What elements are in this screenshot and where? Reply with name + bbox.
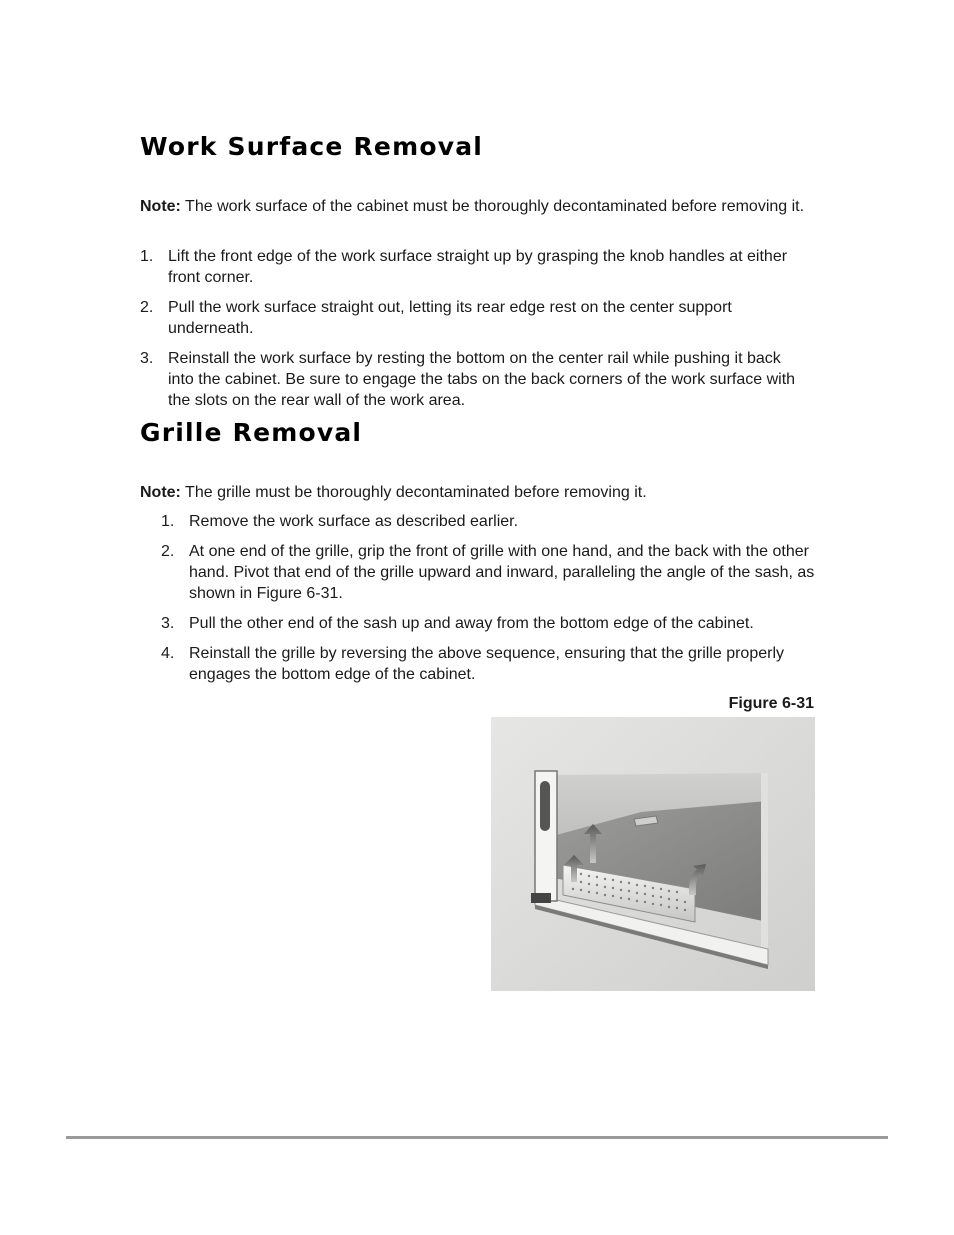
cabinet-grille-image bbox=[491, 717, 815, 991]
list-item bbox=[161, 613, 831, 634]
list-item bbox=[140, 297, 810, 339]
list-item bbox=[161, 643, 831, 685]
step-number: 3. bbox=[161, 615, 175, 632]
section-title-work-surface-removal: Work Surface Removal bbox=[140, 132, 484, 161]
step-text: At one end of the grille, grip the front of grille with one hand, and the back with the other hand. Pivot that end of the grille upward and inward, paralleling the angle of the sash, as shown in Figure 6-31. bbox=[189, 543, 815, 602]
step-text: Pull the work surface straight out, letting its rear edge rest on the center support underneath. bbox=[168, 299, 732, 337]
note-label: Note: bbox=[140, 484, 181, 501]
step-number: 1. bbox=[140, 248, 154, 265]
note-text: The work surface of the cabinet must be thoroughly decontaminated before removing it. bbox=[180, 198, 805, 215]
step-text: Remove the work surface as described earlier. bbox=[189, 513, 519, 530]
grille-steps bbox=[161, 511, 831, 694]
step-text: Pull the other end of the sash up and away from the bottom edge of the cabinet. bbox=[189, 615, 754, 632]
footer-divider bbox=[66, 1136, 888, 1139]
note-work-surface bbox=[140, 196, 820, 217]
figure-label: Figure 6-31 bbox=[728, 695, 814, 712]
grille-removal-illustration bbox=[491, 717, 815, 991]
step-number: 2. bbox=[140, 299, 154, 316]
step-number: 2. bbox=[161, 543, 175, 560]
work-surface-steps bbox=[140, 246, 810, 420]
list-item bbox=[140, 246, 810, 288]
note-label: Note: bbox=[140, 198, 181, 215]
step-text: Lift the front edge of the work surface straight up by grasping the knob handles at either front corner. bbox=[168, 248, 788, 286]
list-item bbox=[161, 511, 831, 532]
note-text: The grille must be thoroughly decontaminated before removing it. bbox=[180, 484, 647, 501]
list-item bbox=[161, 541, 831, 604]
step-number: 3. bbox=[140, 350, 154, 367]
note-grille bbox=[140, 482, 820, 503]
step-text: Reinstall the work surface by resting the bottom on the center rail while pushing it back into the cabinet. Be sure to engage the tabs on the back corners of the work surface with the slots on the rear wall of the work area. bbox=[168, 350, 796, 409]
section-title-grille-removal: Grille Removal bbox=[140, 418, 363, 447]
list-item bbox=[140, 348, 810, 411]
step-number: 4. bbox=[161, 645, 175, 662]
step-number: 1. bbox=[161, 513, 175, 530]
step-text: Reinstall the grille by reversing the above sequence, ensuring that the grille properly engages the bottom edge of the cabinet. bbox=[189, 645, 785, 683]
